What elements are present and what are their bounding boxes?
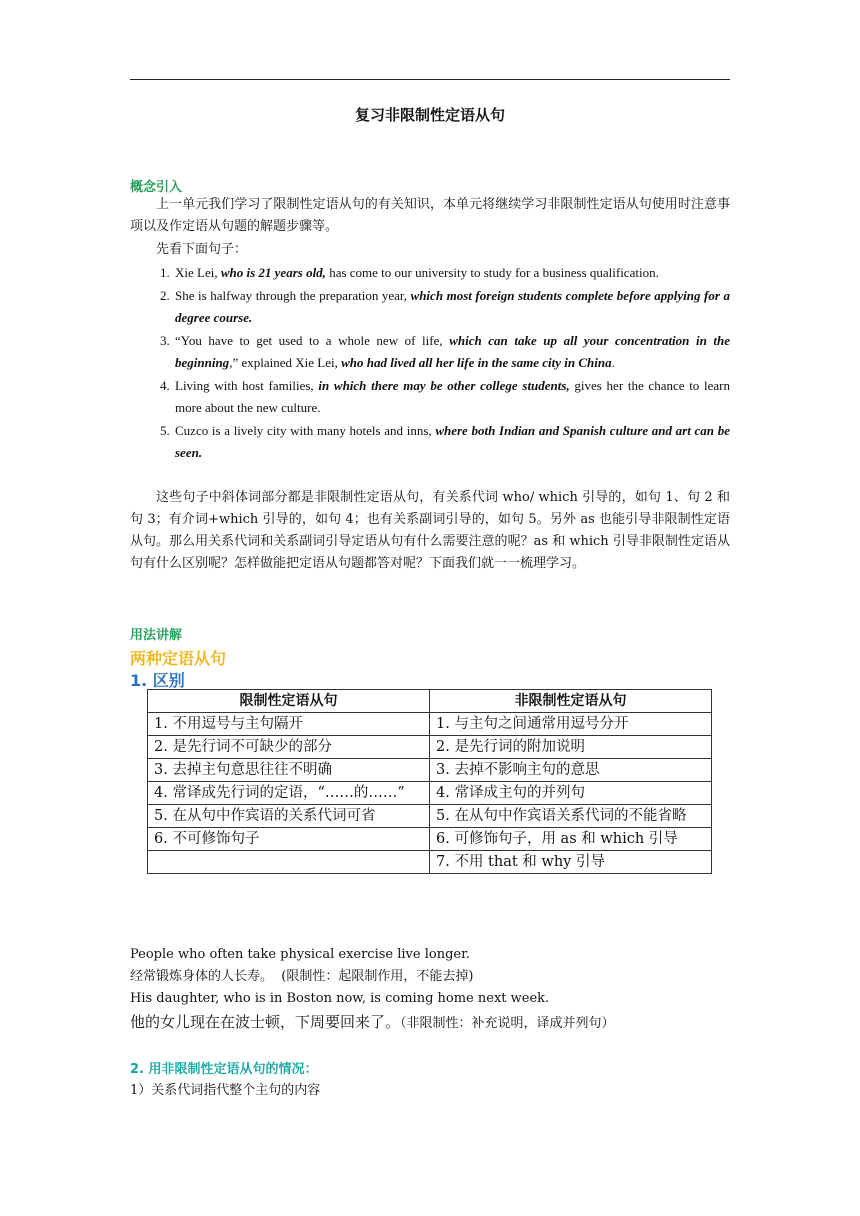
table-header-row bbox=[148, 690, 712, 713]
doc-title: 复习非限制性定语从句 bbox=[354, 106, 505, 124]
see-below: 先看下面句子： bbox=[156, 242, 248, 257]
comparison-table bbox=[147, 689, 712, 874]
table-cell: 3. 去掉不影响主句的意思 bbox=[430, 759, 712, 782]
table-row bbox=[148, 782, 712, 805]
table-row bbox=[148, 828, 712, 851]
header-rule bbox=[130, 79, 730, 80]
table-cell: 3. 去掉主句意思往往不明确 bbox=[148, 759, 430, 782]
table-cell: 1. 与主句之间通常用逗号分开 bbox=[430, 713, 712, 736]
example-list bbox=[160, 262, 730, 465]
table-row bbox=[148, 759, 712, 782]
concept-intro: 上一单元我们学习了限制性定语从句的有关知识，本单元将继续学习非限制性定语从句使用时注意事项以及作定语从句题的解题步骤等。 bbox=[130, 197, 730, 234]
case-heading: 2. 用非限制性定语从句的情况： bbox=[130, 1062, 318, 1077]
example-item: 5. Cuzco is a lively city with many hotels and inns, where both Indian and Spanish culture and art can be seen. bbox=[160, 422, 730, 460]
table-cell: 2. 是先行词的附加说明 bbox=[430, 736, 712, 759]
concept-heading: 概念引入 bbox=[130, 180, 183, 195]
example1-chinese: 经常锻炼身体的人长寿。 (限制性：起限制作用，不能去掉) bbox=[130, 969, 474, 984]
example2-note: （非限制性：补充说明，译成并列句） bbox=[400, 1016, 615, 1031]
difference-heading: 1. 区别 bbox=[130, 671, 185, 690]
example-item: 2. She is halfway through the preparation year, which most foreign students complete before applying for a degree course. bbox=[160, 287, 731, 325]
header-restrictive: 限制性定语从句 bbox=[148, 690, 430, 713]
header-nonrestrictive: 非限制性定语从句 bbox=[430, 690, 712, 713]
concept-summary: 这些句子中斜体词部分都是非限制性定语从句，有关系代词 who/ which 引导的，如句 1、句 2 和句 3；有介词+which 引导的，如句 4；也有关系副词引导的，如句 5。另外 as 也能引导非限制性定语从句。那么用关系代词和关系副词引导定语从句有什么需要注意的呢？as 和 which 引导非限制性定语从句有什么区别呢？怎样做能把定语从句题都答对呢？下面我们就一一梳理学习。 bbox=[130, 490, 730, 571]
table-cell: 2. 是先行词不可缺少的部分 bbox=[148, 736, 430, 759]
example-item: 3. “You have to get used to a whole new of life, which can take up all your concentration in the beginning,” explained Xie Lei, who had lived all her life in the same city in China. bbox=[160, 332, 730, 370]
example-item: 1. Xie Lei, who is 21 years old, has come to our university to study for a business qualification. bbox=[160, 265, 659, 280]
two-clauses-heading: 两种定语从句 bbox=[130, 649, 227, 668]
table-row bbox=[148, 736, 712, 759]
table-cell: 5. 在从句中作宾语关系代词的不能省略 bbox=[430, 805, 712, 828]
example2-chinese: 他的女儿现在在波士顿，下周要回来了。（非限制性：补充说明，译成并列句） bbox=[130, 1013, 615, 1031]
table-row bbox=[148, 851, 712, 874]
table-row bbox=[148, 805, 712, 828]
table-cell: 6. 可修饰句子，用 as 和 which 引导 bbox=[430, 828, 712, 851]
table-cell: 5. 在从句中作宾语的关系代词可省 bbox=[148, 805, 430, 828]
table-cell bbox=[148, 851, 430, 874]
example2-english: His daughter, who is in Boston now, is coming home next week. bbox=[130, 991, 550, 1006]
example1-note: (限制性：起限制作用，不能去掉) bbox=[281, 969, 474, 984]
table-cell: 4. 常译成先行词的定语，“……的……” bbox=[148, 782, 430, 805]
table-cell: 7. 不用 that 和 why 引导 bbox=[430, 851, 712, 874]
example-item: 4. Living with host families, in which there may be other college students, gives her the chance to learn more about the new culture. bbox=[160, 377, 730, 415]
example1-english: People who often take physical exercise live longer. bbox=[130, 947, 471, 962]
table-row bbox=[148, 713, 712, 736]
table-cell: 4. 常译成主句的并列句 bbox=[430, 782, 712, 805]
table-cell: 1. 不用逗号与主句隔开 bbox=[148, 713, 430, 736]
usage-heading: 用法讲解 bbox=[130, 628, 183, 643]
table-cell: 6. 不可修饰句子 bbox=[148, 828, 430, 851]
case-item-1: 1）关系代词指代整个主句的内容 bbox=[130, 1083, 321, 1098]
